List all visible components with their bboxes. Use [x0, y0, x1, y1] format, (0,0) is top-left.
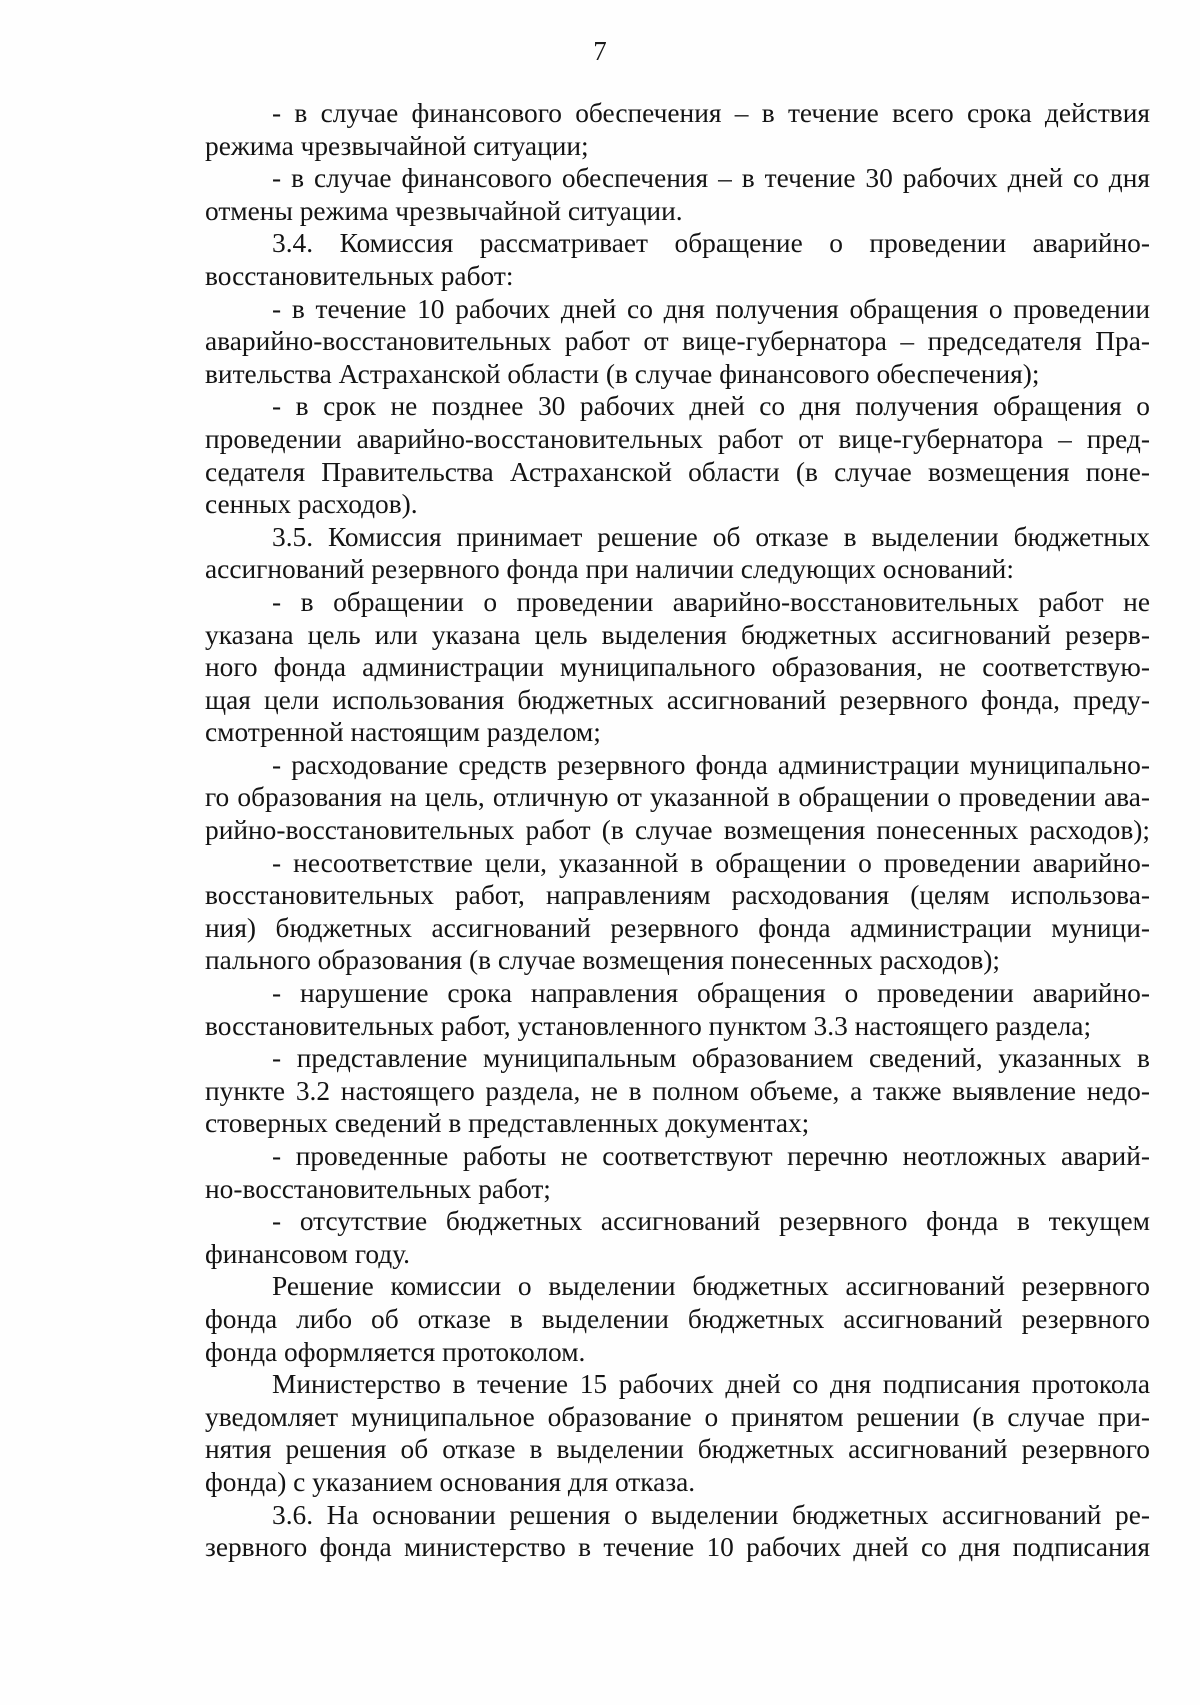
- text-line: сенных расходов).: [205, 489, 418, 520]
- text-line: щая цели использования бюджетных ассигнований резервного фонда, преду-: [205, 684, 1150, 715]
- text-line: - проведенные работы не соответствуют перечню неотложных аварий-: [272, 1141, 1150, 1171]
- text-line: - представление муниципальным образованием сведений, указанных в: [272, 1043, 1150, 1074]
- text-line: ния) бюджетных ассигнований резервного фонда администрации муници-: [205, 912, 1150, 943]
- text-line: ного фонда администрации муниципального образования, не соответствую-: [205, 652, 1150, 683]
- text-line: - нарушение срока направления обращения о проведении аварийно-: [272, 978, 1150, 1009]
- text-line: - в случае финансового обеспечения – в течение 30 рабочих дней со дня: [272, 163, 1150, 194]
- text-line: - в течение 10 рабочих дней со дня получения обращения о проведении: [272, 293, 1150, 324]
- text-line: го образования на цель, отличную от указанной в обращении о проведении ава-: [205, 782, 1150, 813]
- text-line: рийно-восстановительных работ (в случае возмещения понесенных расходов);: [205, 815, 1150, 846]
- text-line: фонда либо об отказе в выделении бюджетных ассигнований резервного: [205, 1303, 1150, 1334]
- text-line: указана цель или указана цель выделения бюджетных ассигнований резерв-: [205, 619, 1150, 650]
- text-line: - в обращении о проведении аварийно-восстановительных работ не: [272, 586, 1150, 617]
- text-line: - несоответствие цели, указанной в обращении о проведении аварийно-: [272, 847, 1150, 878]
- text-line: - расходование средств резервного фонда администрации муниципально-: [272, 749, 1150, 780]
- text-line: восстановительных работ, направлениям расходования (целям использова-: [205, 880, 1150, 911]
- text-line: нятия решения об отказе в выделении бюджетных ассигнований резервного: [205, 1434, 1150, 1465]
- text-line: отмены режима чрезвычайной ситуации.: [205, 195, 683, 226]
- text-line: стоверных сведений в представленных документах;: [205, 1108, 810, 1139]
- text-line: - в срок не позднее 30 рабочих дней со дня получения обращения о: [272, 391, 1150, 422]
- text-line: 3.5. Комиссия принимает решение об отказе в выделении бюджетных: [272, 521, 1150, 552]
- text-line: пального образования (в случае возмещения понесенных расходов);: [205, 945, 1000, 976]
- text-line: ассигнований резервного фонда при наличии следующих оснований:: [205, 554, 1014, 585]
- text-line: восстановительных работ, установленного пунктом 3.3 настоящего раздела;: [205, 1010, 1092, 1041]
- document-body: [205, 97, 1150, 1564]
- text-line: фонда оформляется протоколом.: [205, 1336, 586, 1367]
- text-line: 3.4. Комиссия рассматривает обращение о проведении аварийно-: [272, 228, 1150, 259]
- text-line: вительства Астраханской области (в случае финансового обеспечения);: [205, 358, 1040, 389]
- text-line: уведомляет муниципальное образование о принятом решении (в случае при-: [205, 1401, 1150, 1432]
- text-line: Решение комиссии о выделении бюджетных ассигнований резервного: [272, 1271, 1150, 1302]
- text-line: смотренной настоящим разделом;: [205, 717, 601, 748]
- text-line: - отсутствие бюджетных ассигнований резервного фонда в текущем: [272, 1206, 1150, 1237]
- text-line: фонда) с указанием основания для отказа.: [205, 1466, 696, 1497]
- text-line: - в случае финансового обеспечения – в течение всего срока действия: [272, 98, 1150, 128]
- text-line: зервного фонда министерство в течение 10 рабочих дней со дня подписания: [205, 1532, 1150, 1563]
- text-line: Министерство в течение 15 рабочих дней со дня подписания протокола: [272, 1369, 1150, 1400]
- text-line: режима чрезвычайной ситуации;: [205, 130, 589, 161]
- text-line: аварийно-восстановительных работ от вице-губернатора – председателя Пра-: [205, 326, 1150, 357]
- text-line: финансовом году.: [205, 1238, 411, 1269]
- page-number: 7: [593, 36, 607, 66]
- text-line: 3.6. На основании решения о выделении бюджетных ассигнований ре-: [272, 1499, 1150, 1530]
- text-line: пункте 3.2 настоящего раздела, не в полном объеме, а также выявление недо-: [205, 1075, 1150, 1106]
- text-line: проведении аварийно-восстановительных работ от вице-губернатора – пред-: [205, 423, 1150, 454]
- text-line: седателя Правительства Астраханской области (в случае возмещения поне-: [205, 456, 1150, 487]
- text-line: но-восстановительных работ;: [205, 1173, 551, 1204]
- text-line: восстановительных работ:: [205, 260, 514, 291]
